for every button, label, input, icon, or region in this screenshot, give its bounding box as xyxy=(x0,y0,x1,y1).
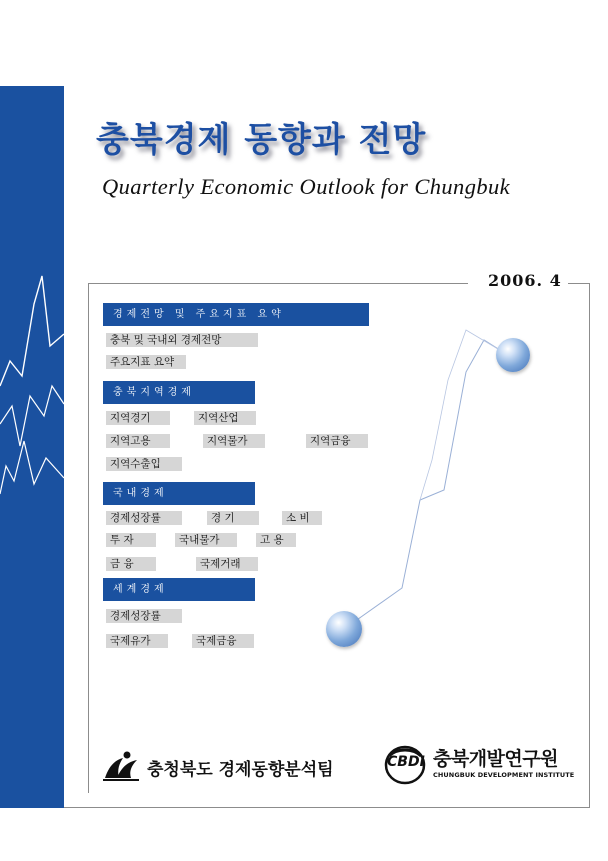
toc-item: 지역금융 xyxy=(306,434,368,448)
toc-item: 국제유가 xyxy=(106,634,168,648)
publisher-cbdi xyxy=(383,740,583,790)
decorative-sphere xyxy=(496,338,530,372)
report-title-korean: 충북경제 동향과 전망 xyxy=(96,120,427,160)
toc-item: 투 자 xyxy=(106,533,156,547)
decorative-sphere xyxy=(326,611,362,647)
toc-item: 지역산업 xyxy=(194,411,256,425)
section-header-domestic-economy: 국내경제 xyxy=(103,482,255,505)
section-header-outlook-summary: 경제전망 및 주요지표 요약 xyxy=(103,303,369,326)
report-title-english: Quarterly Economic Outlook for Chungbuk xyxy=(102,174,511,199)
top-rule xyxy=(88,283,468,284)
toc-item: 금 융 xyxy=(106,557,156,571)
toc-item: 경제성장률 xyxy=(106,511,182,525)
institute-name-korean: 충북개발연구원 xyxy=(433,748,558,770)
bottom-rule xyxy=(64,807,590,808)
toc-item: 지역수출입 xyxy=(106,457,182,471)
top-rule-right xyxy=(568,283,590,284)
right-rule xyxy=(589,283,590,808)
institute-name-english: CHUNGBUK DEVELOPMENT INSTITUTE xyxy=(433,771,575,779)
toc-item: 국제금융 xyxy=(192,634,254,648)
toc-item: 국내물가 xyxy=(175,533,237,547)
publisher-name: 충청북도 경제동향분석팀 xyxy=(147,760,334,780)
toc-item: 지역물가 xyxy=(203,434,265,448)
toc-item: 경 기 xyxy=(207,511,259,525)
toc-item: 국제거래 xyxy=(196,557,258,571)
left-rule xyxy=(88,283,89,793)
section-header-world-economy: 세계경제 xyxy=(103,578,255,601)
toc-item: 고 용 xyxy=(256,533,296,547)
cbdi-logo-text: CBDI xyxy=(387,754,425,770)
toc-item: 경제성장률 xyxy=(106,609,182,623)
side-band-zigzag-decoration xyxy=(0,86,64,808)
issue-date: 2006. 4 xyxy=(488,271,562,290)
toc-item: 소 비 xyxy=(282,511,322,525)
section-header-chungbuk-economy: 충북지역경제 xyxy=(103,381,255,404)
toc-item: 지역경기 xyxy=(106,411,170,425)
toc-item: 주요지표 요약 xyxy=(106,355,186,369)
toc-item: 충북 및 국내외 경제전망 xyxy=(106,333,258,347)
toc-item: 지역고용 xyxy=(106,434,170,448)
chungbuk-province-emblem-icon xyxy=(103,750,139,782)
